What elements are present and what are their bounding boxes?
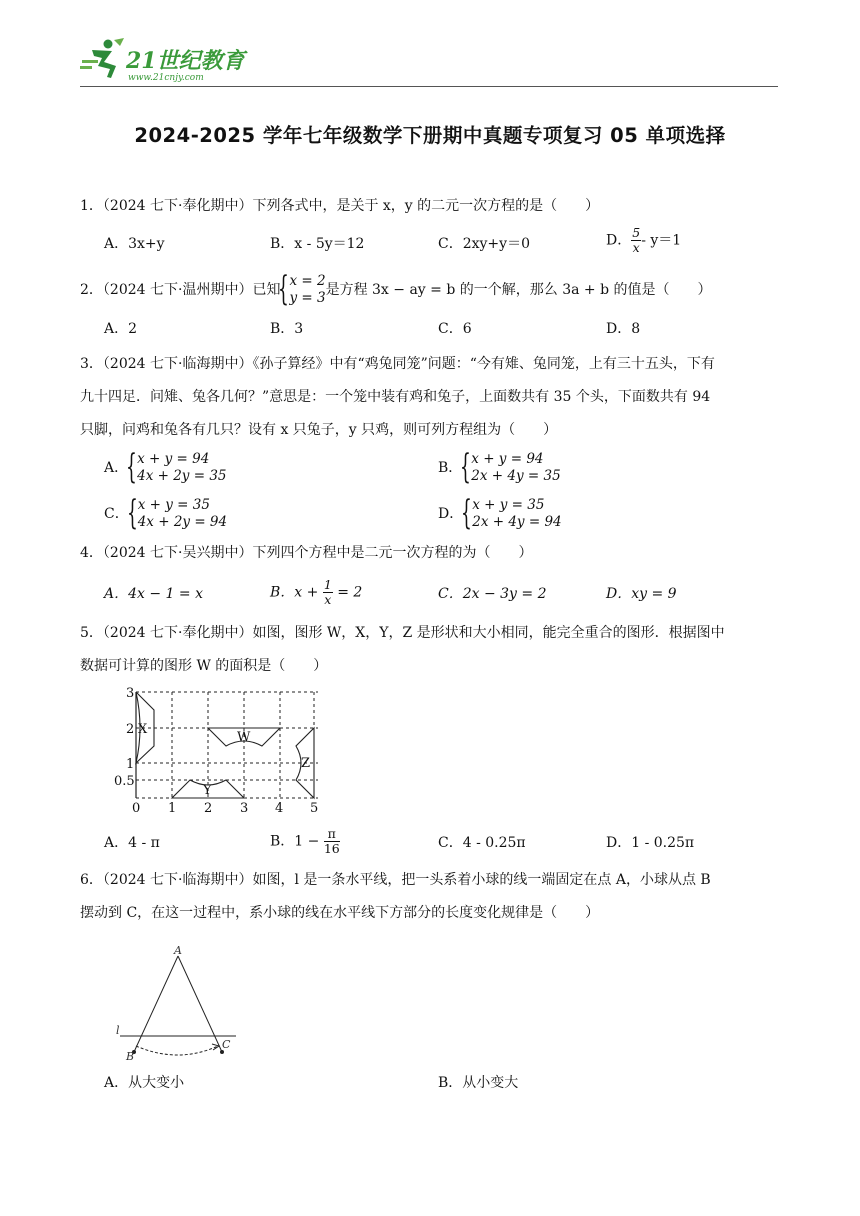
option-a: A．3x+y xyxy=(104,236,165,252)
question-4 xyxy=(80,537,780,570)
option-b: B．1 − $\frac{\pi}{16}$ xyxy=(270,826,340,856)
x-tick: 0 xyxy=(132,801,141,816)
y-tick: 2 xyxy=(126,722,135,737)
shape-label: Y xyxy=(203,783,212,798)
option-c: C．6 xyxy=(438,321,472,337)
question-source: （2024 七下·临海期中） xyxy=(102,356,253,372)
question-1 xyxy=(80,190,780,223)
header-divider xyxy=(80,86,778,87)
x-tick: 1 xyxy=(168,801,177,816)
option-b: B．3 xyxy=(270,321,304,337)
point-label: C xyxy=(222,1038,231,1051)
page-title: 2024-2025 学年七年级数学下册期中真题专项复习 05 单项选择 xyxy=(134,124,726,147)
question-source: （2024 七下·温州期中） xyxy=(102,282,253,298)
equation-system: { x = 2 y = 3 xyxy=(278,269,326,309)
equation-system: { x + y = 94 2x + 4y = 35 xyxy=(460,447,561,487)
option-d: D． { x + y = 35 2x + 4y = 94 xyxy=(438,493,562,533)
question-number: 3． xyxy=(80,356,103,372)
x-tick: 3 xyxy=(240,801,249,816)
grid-figure xyxy=(108,684,328,818)
option-label: D． xyxy=(606,232,632,249)
point-label: B xyxy=(126,1050,135,1063)
equation-system: { x + y = 35 4x + 2y = 94 xyxy=(126,493,228,533)
question-source: （2024 七下·吴兴期中） xyxy=(102,545,253,561)
question-line: 数据可计算的图形 W 的面积是（ ） xyxy=(80,658,328,674)
option-tail: - y＝1 xyxy=(641,232,682,249)
equation-system: { x + y = 94 4x + 2y = 35 xyxy=(126,447,227,487)
question-5 xyxy=(80,617,780,683)
point-label: A xyxy=(174,944,182,957)
question-2 xyxy=(80,269,780,309)
option-c: C．4 - 0.25π xyxy=(438,835,526,851)
option-c: C． { x + y = 35 4x + 2y = 94 xyxy=(104,493,228,533)
question-line: 只脚，问鸡和兔各有几只？设有 x 只兔子，y 只鸡，则可列方程组为（ ） xyxy=(80,422,558,438)
shape-label: Z xyxy=(301,756,311,771)
y-tick: 3 xyxy=(126,686,135,701)
option-b: B．x - 5y＝12 xyxy=(270,236,365,252)
equation-system: { x + y = 35 2x + 4y = 94 xyxy=(461,493,562,533)
question-number: 4． xyxy=(80,545,103,561)
question-line: 《孙子算经》中有“鸡兔同笼”问题：“今有雉、兔同笼，上有三十五头，下有 xyxy=(252,356,715,372)
logo-text: 21世纪教育 xyxy=(126,48,245,74)
fraction: $\frac{1}{x}$ xyxy=(323,577,332,607)
question-number: 2． xyxy=(80,282,103,298)
question-source: （2024 七下·临海期中） xyxy=(102,872,253,888)
question-source: （2024 七下·奉化期中） xyxy=(102,198,253,214)
option-a: A． { x + y = 94 4x + 2y = 35 xyxy=(104,447,227,487)
x-tick: 2 xyxy=(204,801,213,816)
question-number: 5． xyxy=(80,625,103,641)
fraction: $\frac{\pi}{16}$ xyxy=(323,826,340,856)
option-c: C．2xy+y＝0 xyxy=(438,236,530,252)
question-stem: 下列四个方程中是二元一次方程的为（ ） xyxy=(252,545,533,561)
option-d: D．8 xyxy=(606,321,641,337)
option-a: A．2 xyxy=(104,321,138,337)
option-a: A．从大变小 xyxy=(104,1075,185,1091)
option-b: B． { x + y = 94 2x + 4y = 35 xyxy=(438,447,561,487)
fraction: $\frac{5}{x}$ xyxy=(632,225,641,255)
question-source: （2024 七下·奉化期中） xyxy=(102,625,253,641)
option-d: D．1 - 0.25π xyxy=(606,835,695,851)
x-tick: 5 xyxy=(310,801,319,816)
option-d: D．xy = 9 xyxy=(606,586,677,602)
question-stem: 下列各式中，是关于 x，y 的二元一次方程的是（ ） xyxy=(252,198,600,214)
question-line: 九十四足．问雉、兔各几何？”意思是：一个笼中装有鸡和兔子，上面数共有 35 个头，下面数共有 94 xyxy=(80,389,711,405)
question-number: 6． xyxy=(80,872,103,888)
option-a: A．4 - π xyxy=(104,835,160,851)
question-stem-post: 是方程 3x − ay = b 的一个解，那么 3a + b 的值是（ ） xyxy=(325,282,712,298)
x-tick: 4 xyxy=(275,801,284,816)
logo-url-text: www.21cnjy.com xyxy=(128,73,204,83)
question-number: 1． xyxy=(80,198,103,214)
question-6 xyxy=(80,864,780,930)
question-line: 如图，图形 W，X，Y，Z 是形状和大小相同，能完全重合的图形．根据图中 xyxy=(252,625,725,641)
shape-label: X xyxy=(138,722,148,737)
logo-runner-icon xyxy=(78,36,248,84)
question-3 xyxy=(80,348,780,447)
y-tick: 0.5 xyxy=(114,774,135,789)
option-d xyxy=(606,226,681,255)
option-c: C．2x − 3y = 2 xyxy=(438,586,547,602)
shape-label: W xyxy=(237,730,251,745)
question-line: 如图，l 是一条水平线，把一头系着小球的线一端固定在点 A，小球从点 B xyxy=(252,872,711,888)
option-a: A．4x − 1 = x xyxy=(104,586,203,602)
option-b: B．从小变大 xyxy=(438,1075,519,1091)
question-line: 摆动到 C，在这一过程中，系小球的线在水平线下方部分的长度变化规律是（ ） xyxy=(80,905,600,921)
pendulum-figure xyxy=(110,940,250,1064)
y-tick: 1 xyxy=(126,757,135,772)
logo xyxy=(78,36,248,84)
line-label: l xyxy=(116,1024,120,1037)
question-stem-pre: 已知 xyxy=(252,282,281,298)
option-b: B．x + $\frac{1}{x}$ = 2 xyxy=(270,577,363,607)
